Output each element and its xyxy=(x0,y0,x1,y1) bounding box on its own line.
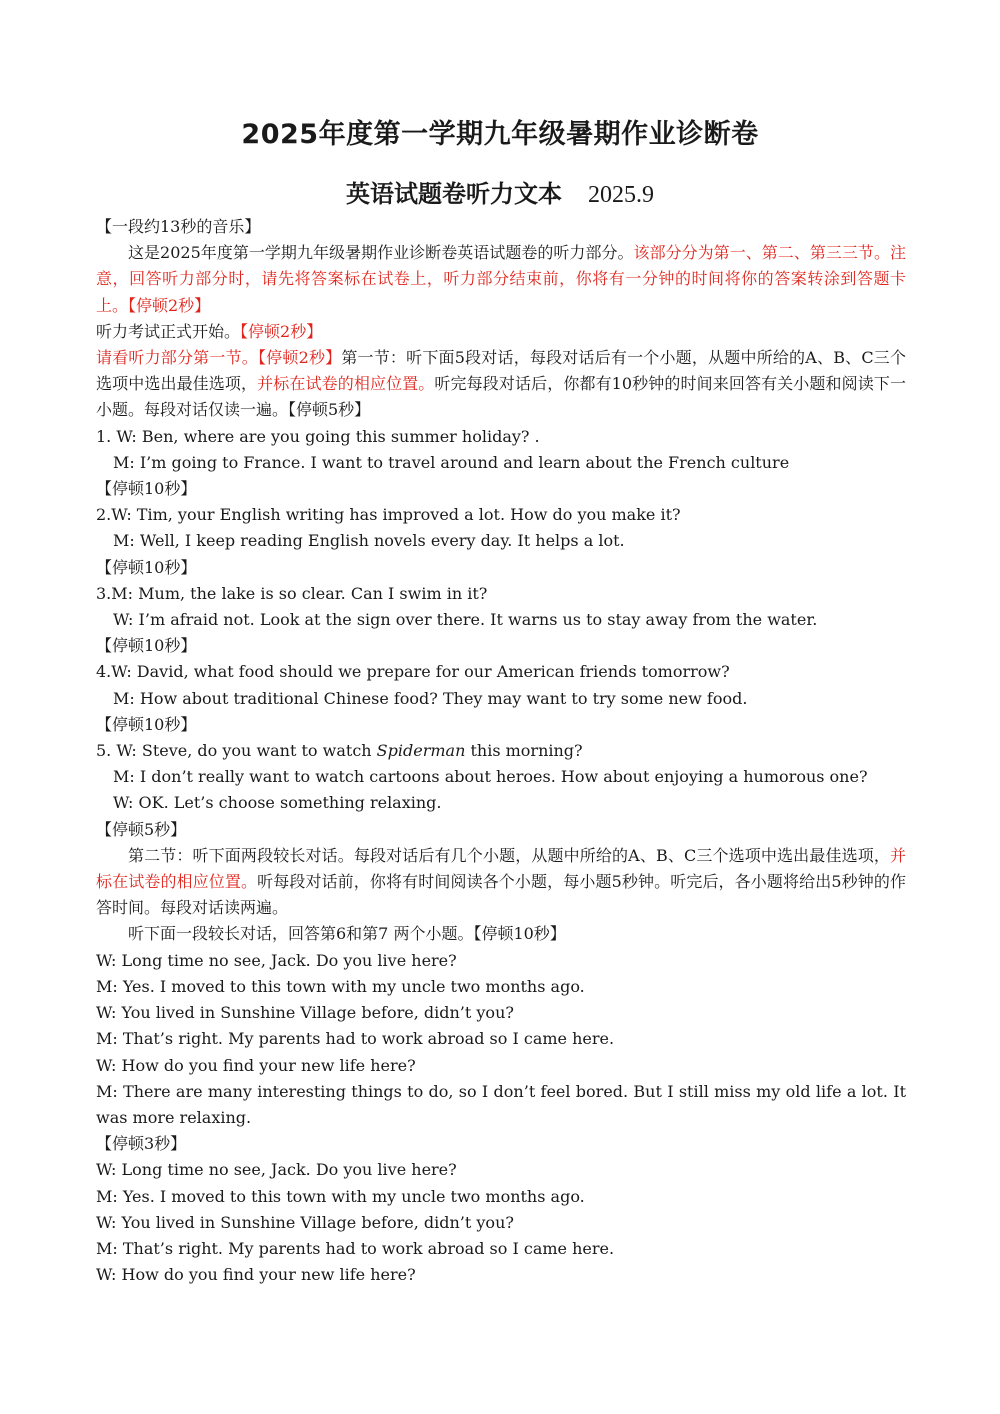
subtitle-date: 2025.9 xyxy=(588,182,654,208)
dialog-line: M: That’s right. My parents had to work abroad so I came here. xyxy=(96,1238,615,1258)
pause-note: 【停顿3秒】 xyxy=(96,1134,187,1154)
q4-man: M: How about traditional Chinese food? They may want to try some new food. xyxy=(113,688,748,708)
section1-mark: 并标在试卷的相应位置。 xyxy=(257,374,435,394)
q2-man: M: Well, I keep reading English novels every day. It helps a lot. xyxy=(113,531,625,551)
document-body xyxy=(96,214,906,1288)
music-note: 【一段约13秒的音乐】 xyxy=(96,217,261,236)
section2-mark: 并标在试卷的相应位置。 xyxy=(96,845,906,892)
q5-man: M: I don’t really want to watch cartoons about heroes. How about enjoying a humorous one? xyxy=(113,767,868,787)
dialog-line: W: Long time no see, Jack. Do you live here? xyxy=(96,950,457,970)
dialog-line: W: You lived in Sunshine Village before, didn’t you? xyxy=(96,1212,514,1232)
q5-movie-title: Spiderman xyxy=(376,741,466,761)
q5-text-b: this morning? xyxy=(465,741,583,761)
page-title: 2025年度第一学期九年级暑期作业诊断卷 xyxy=(241,119,759,150)
dialog-line: M: Yes. I moved to this town with my uncle two months ago. xyxy=(96,976,585,996)
dialog-line: M: Yes. I moved to this town with my uncle two months ago. xyxy=(96,1186,585,1206)
section2-text: 第二节：听下面两段较长对话。每段对话后有几个小题，从题中所给的A、B、C三个选项中选出最佳选项， xyxy=(128,845,890,865)
q3-man: 3.M: Mum, the lake is so clear. Can I swim in it? xyxy=(96,583,488,603)
section2-text-2: 听每段对话前，你将有时间阅读各个小题，每小题5秒钟。听完后，各小题将给出5秒钟的作答时间。每段对话读两遍。 xyxy=(96,872,906,918)
dialog-line-long: M: There are many interesting things to do, so I don’t feel bored. But I still miss my old life a lot. It was more relaxing. xyxy=(96,1081,906,1127)
subtitle-text: 英语试题卷听力文本 xyxy=(346,180,562,208)
dialog-line: W: How do you find your new life here? xyxy=(96,1265,416,1285)
intro-paragraph xyxy=(96,240,906,319)
section2-instructions xyxy=(96,843,906,922)
section1-instructions xyxy=(96,345,906,424)
pause-note: 【停顿10秒】 xyxy=(96,636,197,656)
exam-start-pause: 【停顿2秒】 xyxy=(240,321,323,341)
section1-cue: 请看听力部分第一节。【停顿2秒】 xyxy=(96,348,342,368)
intro-instruction: 该部分分为第一、第二、第三三节。注意，回答听力部分时，请先将答案标在试卷上，听力部分结束前，你将有一分钟的时间将你的答案转涂到答题卡上。【停顿2秒】 xyxy=(96,243,906,315)
q5-text-a: 5. W: Steve, do you want to watch xyxy=(96,741,377,761)
q1-man: M: I’m going to France. I want to travel around and learn about the French culture xyxy=(113,452,790,472)
dialog-line: W: How do you find your new life here? xyxy=(96,1055,416,1075)
pause-note: 【停顿5秒】 xyxy=(96,819,187,839)
pause-note: 【停顿10秒】 xyxy=(96,714,197,734)
pause-note: 【停顿10秒】 xyxy=(96,557,197,577)
section1-text: 第一节：听下面5段对话，每段对话后有一个小题，从题中所给的A、B、C三个选项中选出最佳选项， xyxy=(96,348,906,394)
q3-woman: W: I’m afraid not. Look at the sign over there. It warns us to stay away from the water. xyxy=(113,610,818,630)
dialog-line: M: That’s right. My parents had to work abroad so I came here. xyxy=(96,1029,615,1049)
pause-note: 【停顿10秒】 xyxy=(96,479,197,499)
q2-woman: 2.W: Tim, your English writing has improved a lot. How do you make it? xyxy=(96,505,681,525)
dialog-line: W: You lived in Sunshine Village before, didn’t you? xyxy=(96,1003,514,1023)
intro-text: 这是2025年度第一学期九年级暑期作业诊断卷英语试题卷的听力部分。 xyxy=(128,243,634,263)
q4-woman: 4.W: David, what food should we prepare for our American friends tomorrow? xyxy=(96,662,730,682)
dialog1-intro: 听下面一段较长对话，回答第6和第7 两个小题。【停顿10秒】 xyxy=(128,924,566,944)
dialog-line: W: Long time no see, Jack. Do you live here? xyxy=(96,1160,457,1180)
q5-woman-2: W: OK. Let’s choose something relaxing. xyxy=(113,793,442,813)
exam-start xyxy=(96,319,906,345)
exam-start-text: 听力考试正式开始。 xyxy=(96,321,241,341)
q1-woman: 1. W: Ben, where are you going this summer holiday? . xyxy=(96,426,540,446)
section1-text-2: 听完每段对话后，你都有10秒钟的时间来回答有关小题和阅读下一小题。每段对话仅读一遍。【停顿5秒】 xyxy=(96,374,906,420)
page-subtitle xyxy=(0,174,1000,209)
q5-woman xyxy=(96,738,906,764)
